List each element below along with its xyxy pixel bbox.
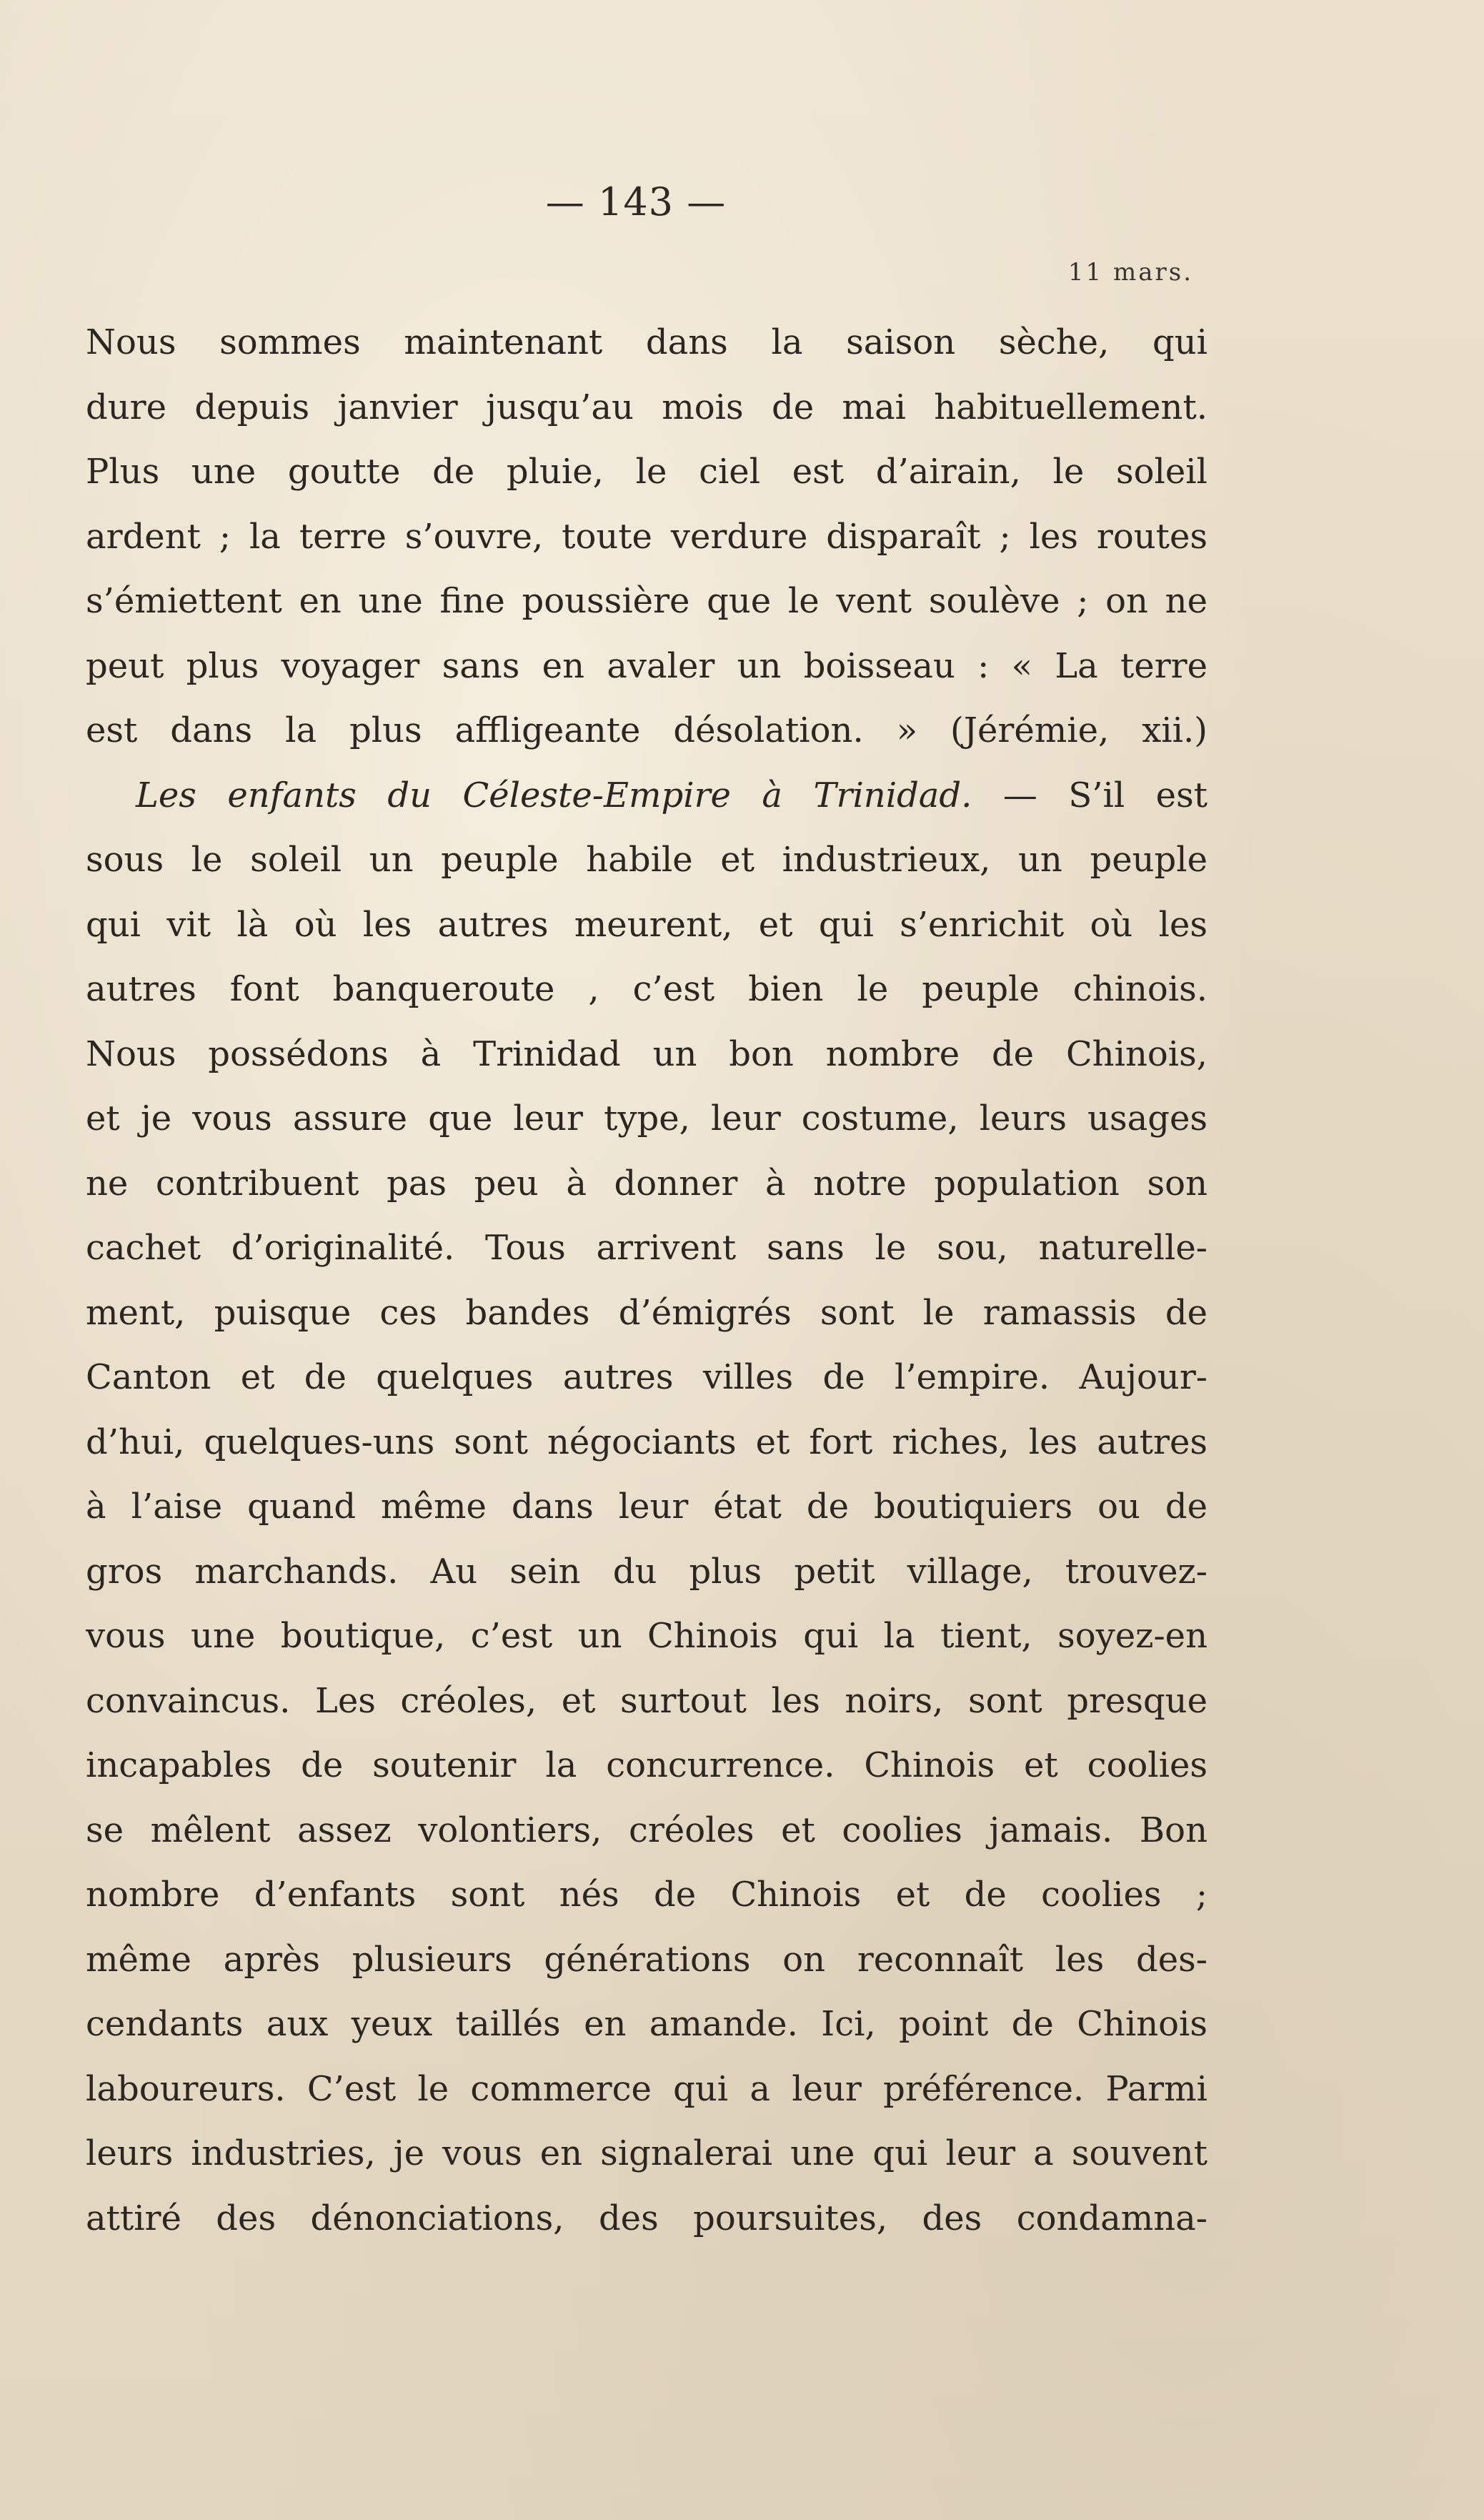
text-line: cendants aux yeux taillés en amande. Ici, point de Chinois <box>86 2004 1207 2044</box>
text-line: leurs industries, je vous en signalerai une qui leur a souvent <box>86 2133 1207 2173</box>
text-line: ardent ; la terre s’ouvre, toute verdure disparaît ; les routes <box>86 516 1207 557</box>
text-line: Plus une goutte de pluie, le ciel est d’airain, le soleil <box>86 452 1207 492</box>
text-line: et je vous assure que leur type, leur costume, leurs usages <box>86 1098 1207 1139</box>
page-number: — 143 — <box>545 179 727 224</box>
text-line: cachet d’originalité. Tous arrivent sans le sou, naturelle- <box>86 1228 1207 1268</box>
body-text <box>86 310 1207 2251</box>
text-line: vous une boutique, c’est un Chinois qui la tient, soyez-en <box>86 1616 1207 1656</box>
text-line: dure depuis janvier jusqu’au mois de mai habituellement. <box>86 387 1207 427</box>
text-line: se mêlent assez volontiers, créoles et coolies jamais. Bon <box>86 1810 1207 1850</box>
text-line: ne contribuent pas peu à donner à notre population son <box>86 1163 1207 1204</box>
text-line: attiré des dénonciations, des poursuites, des condamna- <box>86 2198 1207 2238</box>
text-line: qui vit là où les autres meurent, et qui s’enrichit où les <box>86 904 1207 945</box>
text-line: s’émiettent en une fine poussière que le vent soulève ; on ne <box>86 581 1207 621</box>
text-line: gros marchands. Au sein du plus petit village, trouvez- <box>86 1551 1207 1592</box>
text-line: ment, puisque ces bandes d’émigrés sont le ramassis de <box>86 1292 1207 1333</box>
text-line: même après plusieurs générations on reconnaît les des- <box>86 1939 1207 1980</box>
section-heading-tail: — S’il est <box>972 775 1207 815</box>
text-line: à l’aise quand même dans leur état de boutiquiers ou de <box>86 1487 1207 1527</box>
text-line: est dans la plus affligeante désolation. » (Jérémie, xii.) <box>86 710 1207 750</box>
section-heading-line <box>86 763 1207 828</box>
text-line: d’hui, quelques-uns sont négociants et fort riches, les autres <box>86 1422 1207 1462</box>
text-line: laboureurs. C’est le commerce qui a leur préférence. Parmi <box>86 2068 1207 2109</box>
text-line: Canton et de quelques autres villes de l’empire. Aujour- <box>86 1357 1207 1397</box>
text-line: Nous sommes maintenant dans la saison sèche, qui <box>86 322 1207 362</box>
text-line: nombre d’enfants sont nés de Chinois et de coolies ; <box>86 1875 1207 1915</box>
text-line: peut plus voyager sans en avaler un boisseau : « La terre <box>86 645 1207 686</box>
text-line: incapables de soutenir la concurrence. Chinois et coolies <box>86 1745 1207 1785</box>
text-line: autres font banqueroute , c’est bien le peuple chinois. <box>86 969 1207 1009</box>
dateline: 11 mars. <box>1067 258 1193 287</box>
text-line: sous le soleil un peuple habile et industrieux, un peuple <box>86 840 1207 880</box>
text-line: Nous possédons à Trinidad un bon nombre de Chinois, <box>86 1033 1207 1074</box>
text-line: convaincus. Les créoles, et surtout les noirs, sont presque <box>86 1680 1207 1721</box>
section-heading: Les enfants du Céleste-Empire à Trinidad. <box>136 775 972 815</box>
